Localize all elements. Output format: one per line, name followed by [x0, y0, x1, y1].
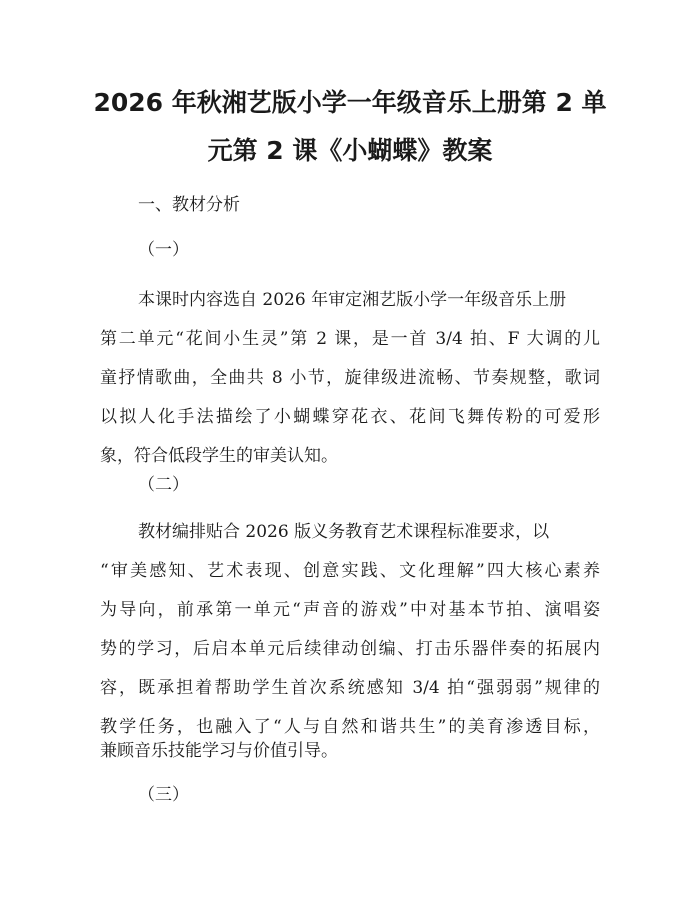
paragraph-2-line-7: 兼顾音乐技能学习与价值引导。 — [100, 741, 338, 761]
subsection-label-3: （三） — [138, 785, 189, 805]
paragraph-1-line-2: 第二单元“花间小生灵”第 2 课，是一首 3/4 拍、F 大调的儿 — [100, 329, 600, 349]
subsection-label-1: （一） — [138, 240, 189, 260]
paragraph-2-line-3: 为导向，前承第一单元“声音的游戏”中对基本节拍、演唱姿 — [100, 600, 600, 620]
paragraph-2-line-1: 教材编排贴合 2026 版义务教育艺术课程标准要求，以 — [138, 522, 550, 542]
paragraph-2-line-5: 容，既承担着帮助学生首次系统感知 3/4 拍“强弱弱”规律的 — [100, 678, 600, 698]
paragraph-1-line-3: 童抒情歌曲，全曲共 8 小节，旋律级进流畅、节奏规整，歌词 — [100, 368, 600, 388]
document-title-line-1: 2026 年秋湘艺版小学一年级音乐上册第 2 单 — [93, 88, 607, 117]
paragraph-2-line-2: “审美感知、艺术表现、创意实践、文化理解”四大核心素养 — [100, 561, 600, 581]
subsection-label-2: （二） — [138, 475, 189, 495]
paragraph-1-line-5: 象，符合低段学生的审美认知。 — [100, 446, 338, 466]
paragraph-2-line-4: 势的学习，后启本单元后续律动创编、打击乐器伴奏的拓展内 — [100, 639, 600, 659]
paragraph-1-line-1: 本课时内容选自 2026 年审定湘艺版小学一年级音乐上册 — [138, 290, 567, 310]
paragraph-2-line-6: 教学任务，也融入了“人与自然和谐共生”的美育渗透目标， — [100, 717, 600, 737]
paragraph-1-line-4: 以拟人化手法描绘了小蝴蝶穿花衣、花间飞舞传粉的可爱形 — [100, 407, 600, 427]
document-title-line-2: 元第 2 课《小蝴蝶》教案 — [207, 136, 493, 165]
section-heading: 一、教材分析 — [138, 195, 240, 215]
